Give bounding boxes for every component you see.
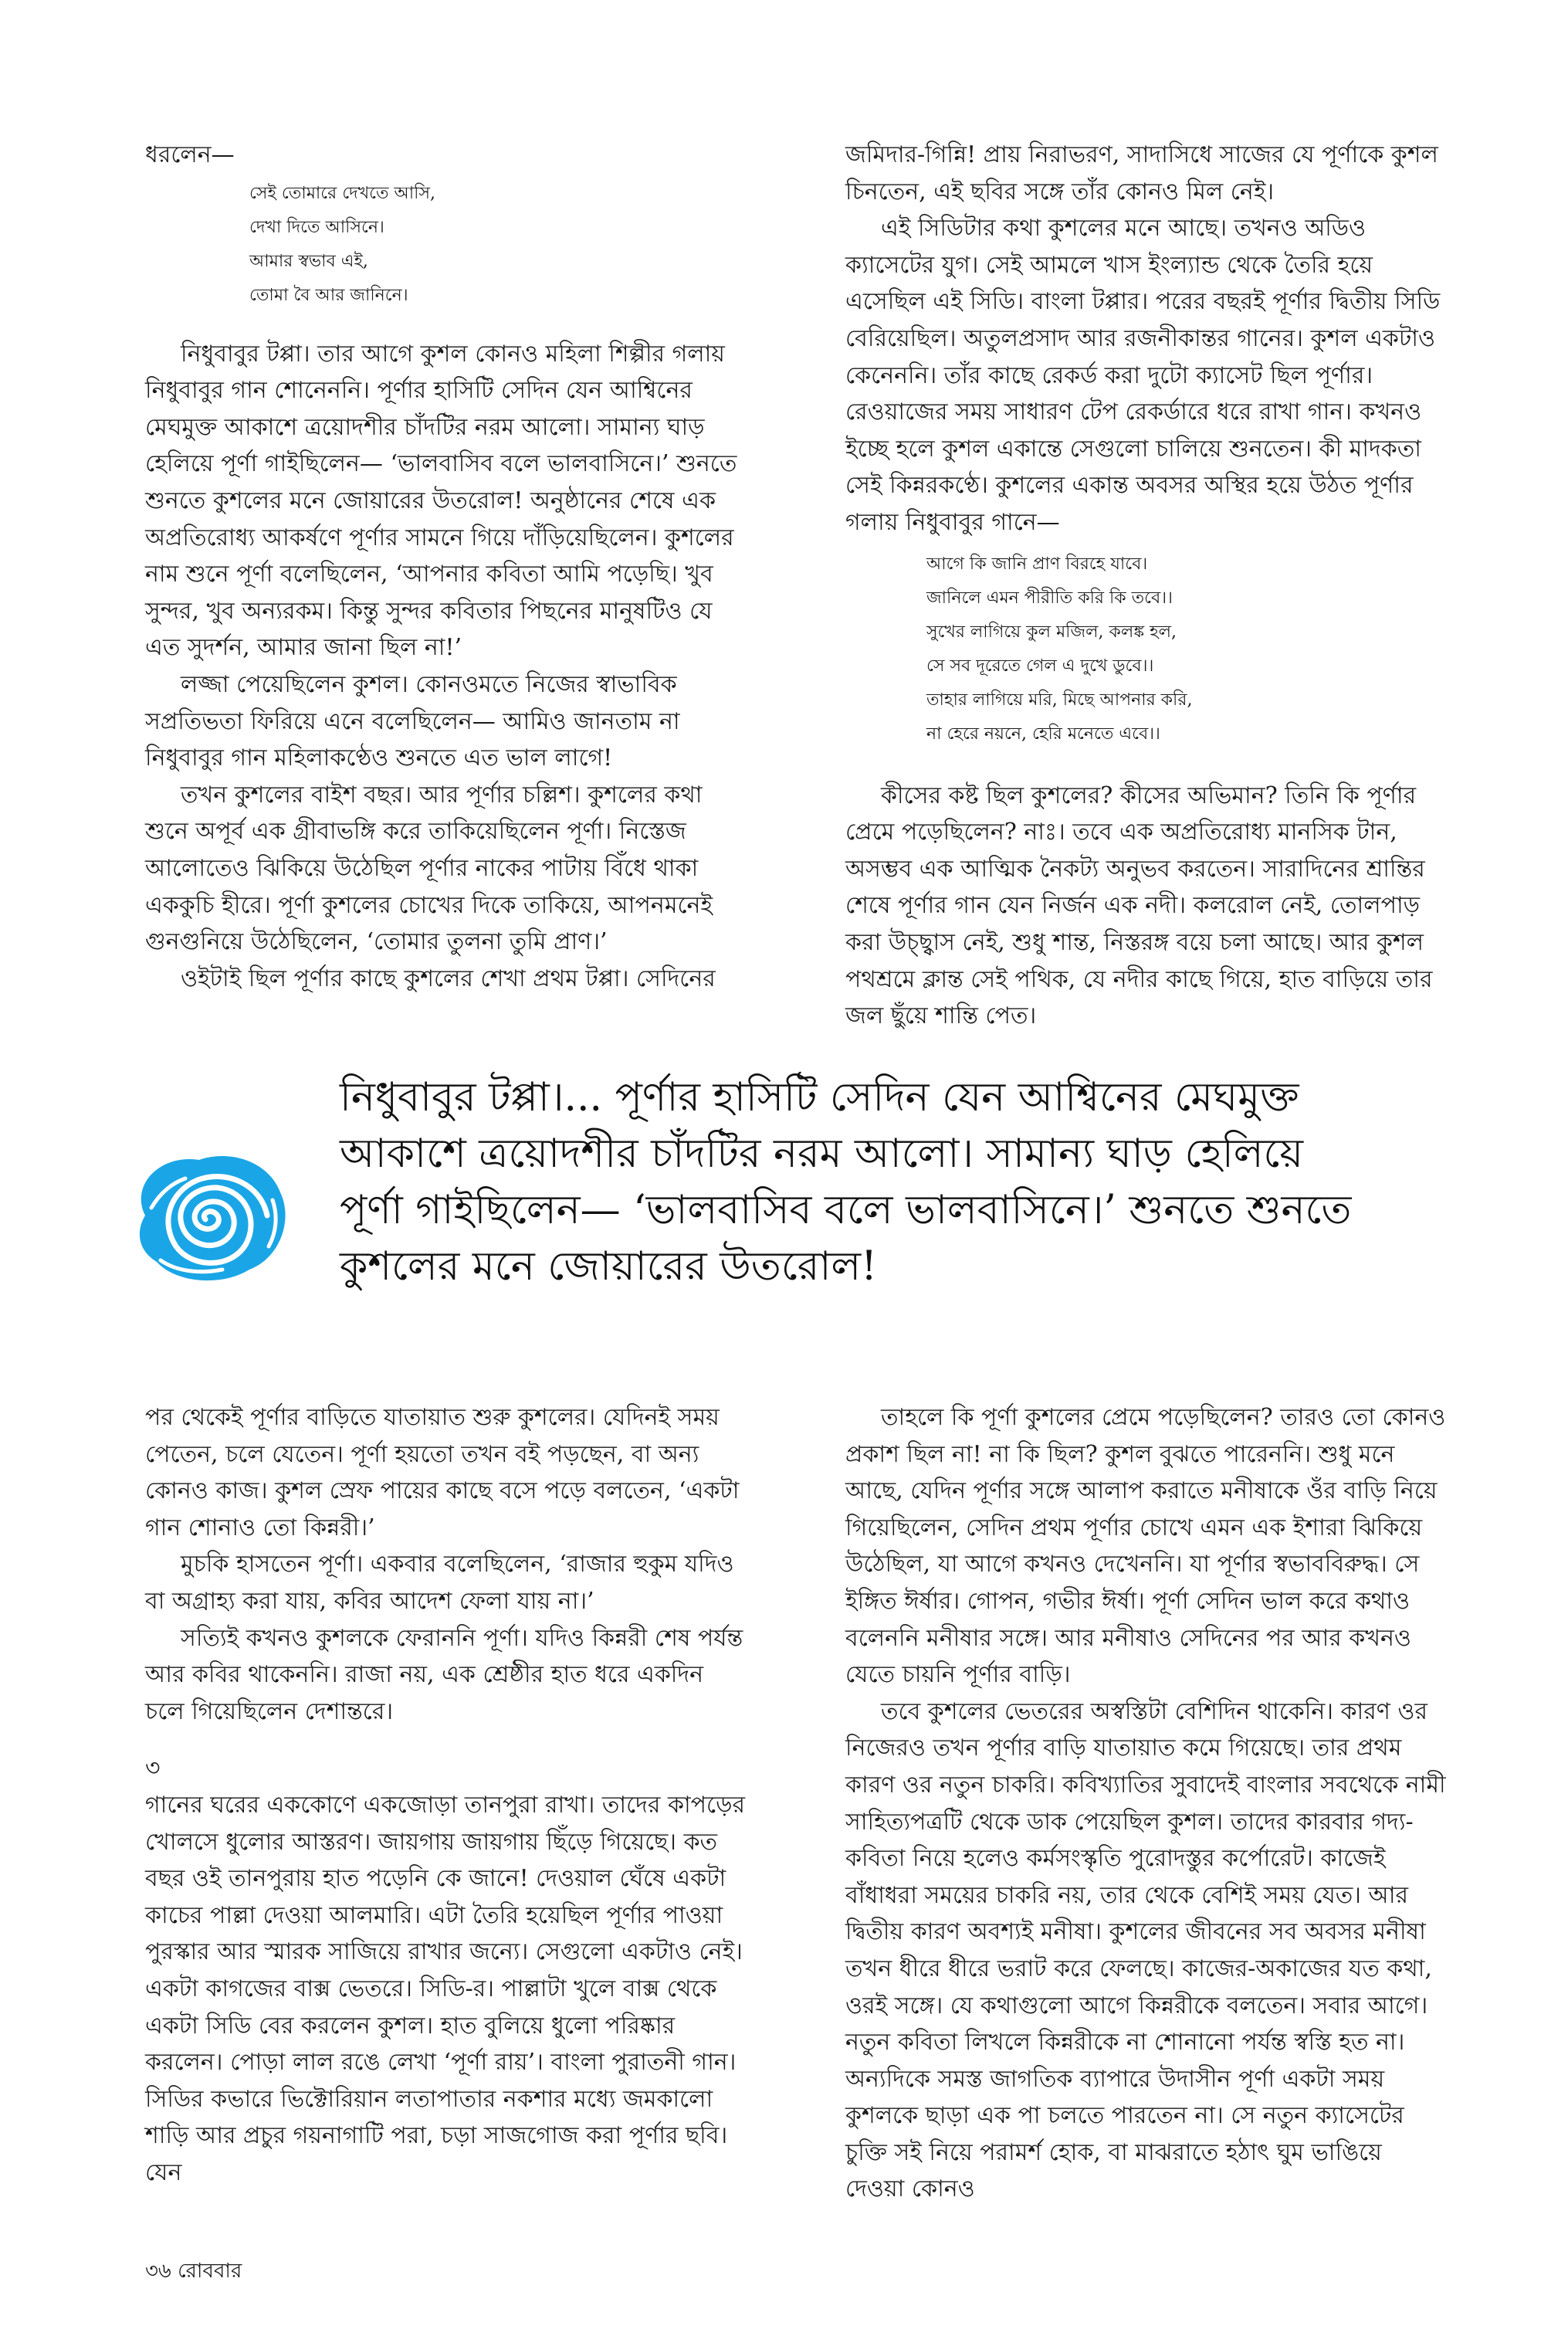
- paragraph: সত্যিই কখনও কুশলকে ফেরাননি পূর্ণা। যদিও কিন্নরী শেষ পর্যন্ত আর কবির থাকেননি। রাজা নয়, এক শ্রেষ্ঠীর হাত ধরে একদিন চলে গিয়েছিলেন দেশান্তরে।: [145, 1624, 743, 1725]
- page-footer: [145, 2255, 242, 2289]
- column-3: [145, 1399, 747, 2191]
- verse-line: সেই তোমারে দেখতে আসি,: [249, 183, 435, 203]
- paragraph: এই সিডিটার কথা কুশলের মনে আছে। তখনও অডিও ক্যাসেটের যুগ। সেই আমলে খাস ইংল্যান্ড থেকে তৈরি হয়ে এসেছিল এই সিডি। বাংলা টপ্পার। পরের বছরই পূর্ণার দ্বিতীয় সিডি বেরিয়েছিল। অতুলপ্রসাদ আর রজনীকান্তর গানের। কুশল একটাও কেনেননি। তাঁর কাছে রেকর্ড করা দুটো ক্যাসেট ছিল পূর্ণার। রেওয়াজের সময় সাধারণ টেপ রেকর্ডারে ধরে রাখা গান। কখনও ইচ্ছে হলে কুশল একান্তে সেগুলো চালিয়ে শুনতেন। কী মাদকতা সেই কিন্নরকণ্ঠে। কুশলের একান্ত অবসর অস্থির হয়ে উঠত পূর্ণার গলায় নিধুবাবুর গানে—: [845, 215, 1441, 536]
- verse-block-2: [926, 548, 1448, 751]
- paragraph: কীসের কষ্ট ছিল কুশলের? কীসের অভিমান? তিনি কি পূর্ণার প্রেমে পড়েছিলেন? নাঃ। তবে এক অপ্রতিরোধ্য মানসিক টান, অসম্ভব এক আত্মিক নৈকট্য অনুভব করতেন। সারাদিনের শ্রান্তির শেষে পূর্ণার গান যেন নির্জন এক নদী। কলরোল নেই, তোলপাড় করা উচ্ছ্বাস নেই, শুধু শান্ত, নিস্তরঙ্গ বয়ে চলা আছে। আর কুশল পথশ্রমে ক্লান্ত সেই পথিক, যে নদীর কাছে গিয়ে, হাত বাড়িয়ে তার জল ছুঁয়ে শান্তি পেত।: [845, 782, 1433, 1030]
- verse-line: সুখের লাগিয়ে কুল মজিল, কলঙ্ক হল,: [926, 622, 1177, 642]
- column-4: [845, 1399, 1448, 2208]
- verse-block-1: [249, 177, 747, 313]
- verse-line: জানিলে এমন পীরীতি করি কি তবে।।: [926, 588, 1173, 608]
- pull-quote: [340, 1070, 1444, 1295]
- pull-quote-line: পূর্ণা গাইছিলেন— ‘ভালবাসিব বলে ভালবাসিনে।’ শুনতে শুনতে: [340, 1187, 1352, 1233]
- paragraph: ওইটাই ছিল পূর্ণার কাছে কুশলের শেখা প্রথম টপ্পা। সেদিনের: [181, 965, 716, 992]
- verse-line: আগে কি জানি প্রাণ বিরহে যাবে।: [926, 554, 1148, 574]
- paragraph: লজ্জা পেয়েছিলেন কুশল। কোনওমতে নিজের স্বাভাবিক সপ্রতিভতা ফিরিয়ে এনে বলেছিলেন— আমিও জানতাম না নিধুবাবুর গান মহিলাকণ্ঠেও শুনতে এত ভাল লাগে!: [145, 670, 680, 772]
- paragraph: মুচকি হাসতেন পূর্ণা। একবার বলেছিলেন, ‘রাজার হুকুম যদিও বা অগ্রাহ্য করা যায়, কবির আদেশ ফেলা যায় না।’: [145, 1551, 734, 1615]
- blue-rose-icon: [114, 1146, 296, 1289]
- paragraph: গানের ঘরের এককোণে একজোড়া তানপুরা রাখা। তাদের কাপড়ের খোলসে ধুলোর আস্তরণ। জায়গায় জায়গায় ছিঁড়ে গিয়েছে। কত বছর ওই তানপুরায় হাত পড়েনি কে জানে! দেওয়াল ঘেঁষে একটা কাচের পাল্লা দেওয়া আলমারি। এটা তৈরি হয়েছিল পূর্ণার পাওয়া পুরস্কার আর স্মারক সাজিয়ে রাখার জন্যে। সেগুলো একটাও নেই। একটা কাগজের বাক্স ভেতরে। সিডি-র। পাল্লাটা খুলে বাক্স থেকে একটা সিডি বের করলেন কুশল। হাত বুলিয়ে ধুলো পরিষ্কার করলেন। পোড়া লাল রঙে লেখা ‘পূর্ণা রায়’। বাংলা পুরাতনী গান। সিডির কভারে ভিক্টোরিয়ান লতাপাতার নকশার মধ্যে জমকালো শাড়ি আর প্রচুর গয়নাগাটি পরা, চড়া সাজগোজ করা পূর্ণার ছবি। যেন: [145, 1791, 746, 2186]
- pull-quote-line: আকাশে ত্রয়োদশীর চাঁদটির নরম আলো। সামান্য ঘাড় হেলিয়ে: [340, 1131, 1304, 1177]
- magazine-name: রোববার: [178, 2260, 242, 2283]
- column-1: [145, 137, 747, 997]
- section-number: ৩: [145, 1755, 161, 1782]
- column-2: [845, 137, 1448, 1035]
- verse-line: সে সব দূরেতে গেল এ দুখে ডুবে।।: [926, 656, 1154, 676]
- paragraph: তাহলে কি পূর্ণা কুশলের প্রেমে পড়েছিলেন? তারও তো কোনও প্রকাশ ছিল না! না কি ছিল? কুশল বুঝতে পারেননি। শুধু মনে আছে, যেদিন পূর্ণার সঙ্গে আলাপ করাতে মনীষাকে ওঁর বাড়ি নিয়ে গিয়েছিলেন, সেদিন প্রথম পূর্ণার চোখে এমন এক ইশারা ঝিকিয়ে উঠেছিল, যা আগে কখনও দেখেননি। যা পূর্ণার স্বভাববিরুদ্ধ। সে ইঙ্গিত ঈর্ষার। গোপন, গভীর ঈর্ষা। পূর্ণা সেদিন ভাল করে কথাও বলেননি মনীষার সঙ্গে। আর মনীষাও সেদিনের পর আর কখনও যেতে চায়নি পূর্ণার বাড়ি।: [845, 1404, 1446, 1689]
- paragraph: তবে কুশলের ভেতরের অস্বস্তিটা বেশিদিন থাকেনি। কারণ ওর নিজেরও তখন পূর্ণার বাড়ি যাতায়াত কমে গিয়েছে। তার প্রথম কারণ ওর নতুন চাকরি। কবিখ্যাতির সুবাদেই বাংলার সবথেকে নামী সাহিত্যপত্রটি থেকে ডাক পেয়েছিল কুশল। তাদের কারবার গদ্য-কবিতা নিয়ে হলেও কর্মসংস্কৃতি পুরোদস্তুর কর্পোরেট। কাজেই বাঁধাধরা সময়ের চাকরি নয়, তার থেকে বেশিই সময় যেত। আর দ্বিতীয় কারণ অবশ্যই মনীষা। কুশলের জীবনের সব অবসর মনীষা তখন ধীরে ধীরে ভরাট করে ফেলছে। কাজের-অকাজের যত কথা, ওরই সঙ্গে। যে কথাগুলো আগে কিন্নরীকে বলতেন। সবার আগে। নতুন কবিতা লিখলে কিন্নরীকে না শোনানো পর্যন্ত স্বস্তি হত না। অন্যদিকে সমস্ত জাগতিক ব্যাপারে উদাসীন পূর্ণা একটা সময় কুশলকে ছাড়া এক পা চলতে পারতেন না। সে নতুন ক্যাসেটের চুক্তি সই নিয়ে পরামর্শ হোক, বা মাঝরাতে হঠাৎ ঘুম ভাঙিয়ে দেওয়া কোনও: [845, 1697, 1446, 2203]
- paragraph: জমিদার-গিন্নি! প্রায় নিরাভরণ, সাদাসিধে সাজের যে পূর্ণাকে কুশল চিনতেন, এই ছবির সঙ্গে তাঁর কোনও মিল নেই।: [845, 141, 1438, 205]
- verse-line: তাহার লাগিয়ে মরি, মিছে আপনার করি,: [926, 690, 1193, 710]
- verse-line: না হেরে নয়নে, হেরি মনেতে এবে।।: [926, 724, 1160, 744]
- page-number: ৩৬: [145, 2260, 171, 2283]
- paragraph: তখন কুশলের বাইশ বছর। আর পূর্ণার চল্লিশ। কুশলের কথা শুনে অপূর্ব এক গ্রীবাভঙ্গি করে তাকিয়েছিলেন পূর্ণা। নিস্তেজ আলোতেও ঝিকিয়ে উঠেছিল পূর্ণার নাকের পাটায় বিঁধে থাকা এককুচি হীরে। পূর্ণা কুশলের চোখের দিকে তাকিয়ে, আপনমনেই গুনগুনিয়ে উঠেছিলেন, ‘তোমার তুলনা তুমি প্রাণ।’: [145, 781, 713, 956]
- paragraph: পর থেকেই পূর্ণার বাড়িতে যাতায়াত শুরু কুশলের। যেদিনই সময় পেতেন, চলে যেতেন। পূর্ণা হয়তো তখন বই পড়ছেন, বা অন্য কোনও কাজ। কুশল স্রেফ পায়ের কাছে বসে পড়ে বলতেন, ‘একটা গান শোনাও তো কিন্নরী।’: [145, 1404, 740, 1541]
- opening-line: ধরলেন—: [145, 141, 235, 168]
- verse-line: আমার স্বভাব এই,: [249, 251, 368, 271]
- pull-quote-line: নিধুবাবুর টপ্পা।... পূর্ণার হাসিটি সেদিন যেন আশ্বিনের মেঘমুক্ত: [340, 1074, 1299, 1121]
- paragraph: নিধুবাবুর টপ্পা। তার আগে কুশল কোনও মহিলা শিল্পীর গলায় নিধুবাবুর গান শোনেননি। পূর্ণার হাসিটি সেদিন যেন আশ্বিনের মেঘমুক্ত আকাশে ত্রয়োদশীর চাঁদটির নরম আলো। সামান্য ঘাড় হেলিয়ে পূর্ণা গাইছিলেন— ‘ভালবাসিব বলে ভালবাসিনে।’ শুনতে শুনতে কুশলের মনে জোয়ারের উতরোল! অনুষ্ঠানের শেষে এক অপ্রতিরোধ্য আকর্ষণে পূর্ণার সামনে গিয়ে দাঁড়িয়েছিলেন। কুশলের নাম শুনে পূর্ণা বলেছিলেন, ‘আপনার কবিতা আমি পড়েছি। খুব সুন্দর, খুব অন্যরকম। কিন্তু সুন্দর কবিতার পিছনের মানুষটিও যে এত সুদর্শন, আমার জানা ছিল না!’: [145, 340, 737, 662]
- pull-quote-line: কুশলের মনে জোয়ারের উতরোল!: [340, 1243, 878, 1290]
- verse-line: তোমা বৈ আর জানিনে।: [249, 285, 408, 305]
- verse-line: দেখা দিতে আসিনে।: [249, 217, 384, 237]
